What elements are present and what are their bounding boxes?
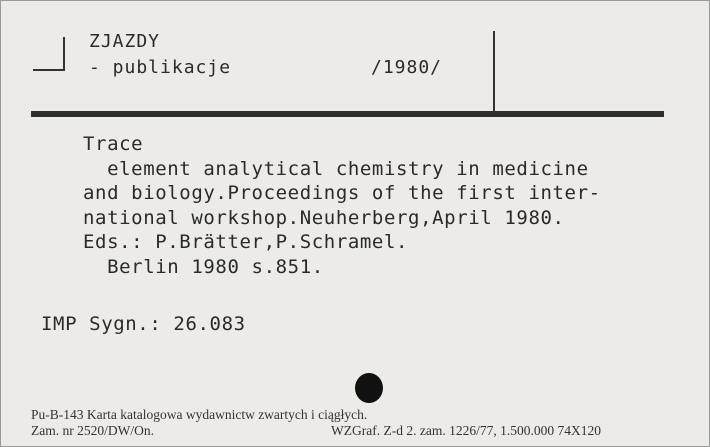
heading-year: /1980/ bbox=[371, 57, 443, 78]
entry-text bbox=[83, 132, 601, 279]
footer-printer: WZGraf. Z-d 2. zam. 1226/77, 1.500.000 74X120 bbox=[331, 423, 601, 438]
entry-line: and biology.Proceedings of the first inter- bbox=[83, 182, 601, 204]
footer-order-number: Zam. nr 2520/DW/On. bbox=[31, 423, 154, 438]
header-divider-vertical bbox=[493, 31, 495, 111]
entry-line: national workshop.Neuherberg,April 1980. bbox=[83, 206, 565, 229]
entry-line: element analytical chemistry in medicine bbox=[83, 157, 589, 180]
footer-line-1: Pu-B-143 Karta katalogowa wydawnictw zwartych i ciągłych. bbox=[31, 407, 368, 422]
call-number: IMP Sygn.: 26.083 bbox=[41, 313, 246, 335]
heading-title: ZJAZDY bbox=[89, 31, 161, 52]
corner-mark-vertical bbox=[63, 37, 65, 71]
header-divider-horizontal bbox=[31, 111, 664, 117]
entry-line: Trace bbox=[83, 133, 144, 155]
entry-line: Eds.: P.Brätter,P.Schramel. bbox=[83, 231, 409, 253]
corner-mark-horizontal bbox=[33, 69, 65, 71]
heading-subtitle: - publikacje bbox=[89, 57, 232, 78]
entry-line: Berlin 1980 s.851. bbox=[83, 255, 324, 278]
punch-hole bbox=[355, 373, 383, 403]
